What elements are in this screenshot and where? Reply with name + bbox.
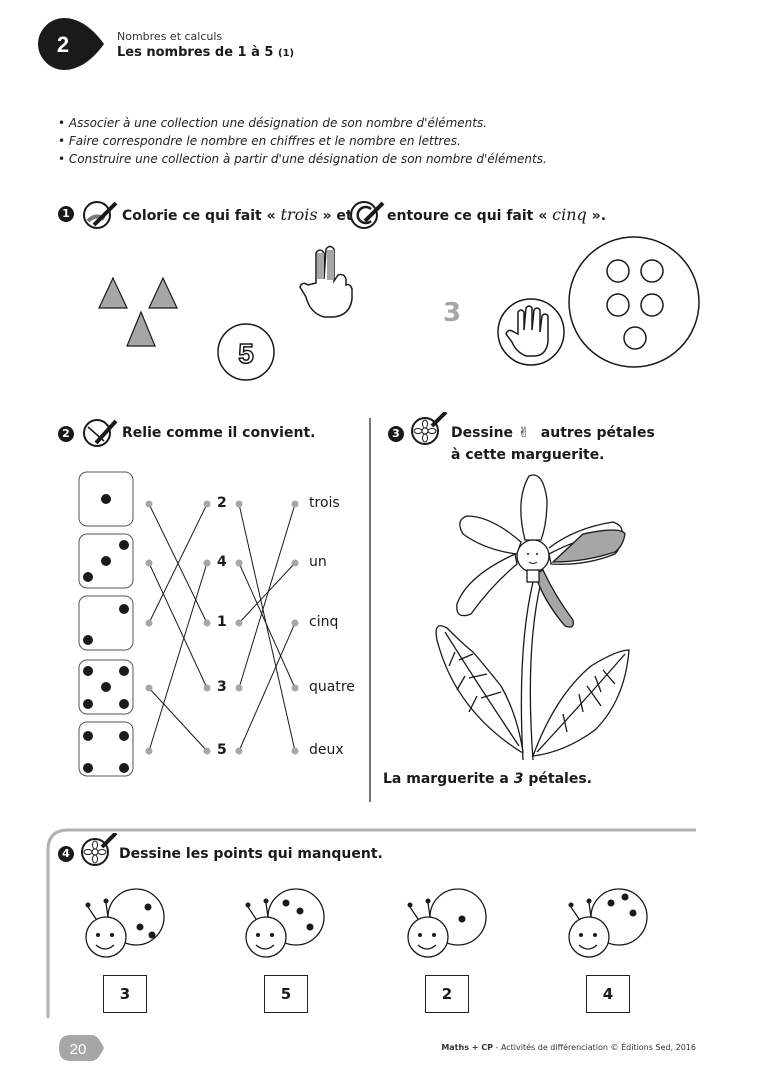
plain-number-three: 3: [443, 298, 462, 328]
color-pencil-icon: [82, 199, 120, 231]
chapter-badge: [36, 16, 108, 74]
exercise-3-instruction: Dessine ✌ autres pétales: [451, 425, 655, 441]
word-label: deux: [309, 742, 344, 758]
objective-3: • Construire une collection à partir d'une désignation de son nombre d'éléments.: [58, 152, 547, 166]
page-title: Les nombres de 1 à 5 (1): [117, 45, 295, 60]
ladybug-4: [563, 885, 653, 965]
number-label: 4: [217, 554, 227, 570]
daisy-drawing: [425, 470, 635, 762]
hand-five-fingers-icon: [496, 294, 566, 370]
exercise-2-instruction: Relie comme il convient.: [122, 425, 316, 441]
ladybug-3: [402, 885, 492, 965]
exercise-1-instruction-2: entoure ce qui fait « cinq ».: [387, 205, 607, 224]
word-label: cinq: [309, 614, 339, 630]
svg-text:5: 5: [238, 338, 254, 369]
exercise-2-number: 2: [58, 426, 74, 442]
number-label: 5: [217, 742, 227, 758]
die-dot: [101, 494, 111, 504]
objective-1: • Associer à une collection une désignation de son nombre d'éléments.: [58, 116, 488, 130]
word-label: un: [309, 554, 327, 570]
link-pencil-icon: [82, 417, 120, 449]
exercise-4-number: 4: [58, 846, 74, 862]
exercise-3-answer: La marguerite a 3 pétales.: [383, 771, 592, 787]
big-circle-five-dots: [567, 235, 701, 369]
exercise-3-instruction-2: à cette marguerite.: [451, 447, 605, 463]
ladybug-2: [240, 885, 330, 965]
number-label: 1: [217, 614, 227, 630]
three-triangles: [95, 270, 185, 350]
exercise-1-instruction: Colorie ce qui fait « trois » et: [122, 205, 353, 224]
circle-pencil-icon: [349, 199, 385, 231]
number-label: 2: [217, 495, 227, 511]
answer-box: 4: [586, 975, 630, 1013]
word-label: quatre: [309, 679, 355, 695]
exercise-4-instruction: Dessine les points qui manquent.: [119, 846, 383, 862]
two-fingers-icon: ✌: [517, 425, 530, 441]
exercise-3-number: 3: [388, 426, 404, 442]
page-number-badge: [58, 1034, 106, 1062]
footer-credit: Maths + CP - Activités de différenciation © Éditions Sed, 2016: [441, 1043, 696, 1052]
objective-2: • Faire correspondre le nombre en chiffres et le nombre en lettres.: [58, 134, 461, 148]
word-label: trois: [309, 495, 340, 511]
answer-box: 5: [264, 975, 308, 1013]
column-divider: [369, 418, 371, 802]
circled-number-five: [214, 321, 280, 383]
exercise-1-number: 1: [58, 206, 74, 222]
chapter-number: 2: [56, 32, 70, 57]
answer-box: 3: [103, 975, 147, 1013]
page-number: 20: [69, 1041, 87, 1058]
flower-pencil-icon: [80, 833, 120, 867]
hand-three-fingers-icon: [296, 245, 362, 321]
chapter-category: Nombres et calculs: [117, 30, 223, 43]
number-label: 3: [217, 679, 227, 695]
ladybug-1: [80, 885, 170, 965]
answer-box: 2: [425, 975, 469, 1013]
flower-pencil-icon: [410, 412, 448, 446]
